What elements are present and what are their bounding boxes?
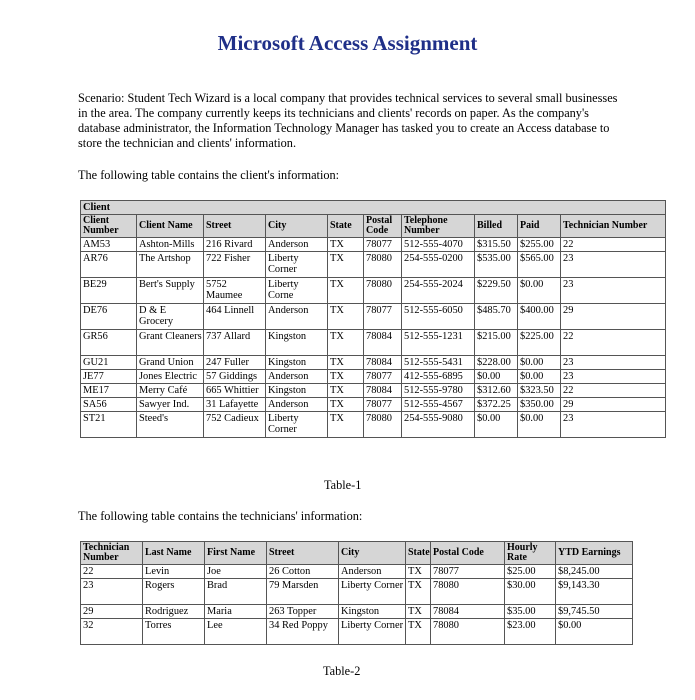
table-cell: Liberty Corner bbox=[339, 579, 406, 605]
table-cell: 512-555-4070 bbox=[402, 238, 475, 252]
table-cell: Levin bbox=[143, 565, 205, 579]
table-cell: GU21 bbox=[81, 356, 137, 370]
table-cell: TX bbox=[328, 370, 364, 384]
table2-caption: Table-2 bbox=[323, 664, 361, 678]
column-header: Postal Code bbox=[431, 542, 505, 565]
table-cell: 512-555-9780 bbox=[402, 384, 475, 398]
table-cell: Sawyer Ind. bbox=[137, 398, 204, 412]
table1-caption: Table-1 bbox=[324, 478, 362, 492]
table-cell: 5752 Maumee bbox=[204, 278, 266, 304]
table-cell: 247 Fuller bbox=[204, 356, 266, 370]
table-row bbox=[81, 384, 666, 398]
table-row bbox=[81, 619, 633, 645]
table-cell: AM53 bbox=[81, 238, 137, 252]
column-header: Billed bbox=[475, 215, 518, 238]
column-header: Postal Code bbox=[364, 215, 402, 238]
table-cell: 216 Rivard bbox=[204, 238, 266, 252]
table-cell: 29 bbox=[81, 605, 143, 619]
table-cell: 78084 bbox=[431, 605, 505, 619]
table-cell: $215.00 bbox=[475, 330, 518, 356]
table-cell: Kingston bbox=[339, 605, 406, 619]
page-title: Microsoft Access Assignment bbox=[217, 31, 478, 55]
table-cell: BE29 bbox=[81, 278, 137, 304]
table-cell: $25.00 bbox=[505, 565, 556, 579]
table-cell: Liberty Corner bbox=[266, 412, 328, 438]
table-cell: Anderson bbox=[266, 304, 328, 330]
table-cell: 78084 bbox=[364, 356, 402, 370]
table-cell: Anderson bbox=[266, 398, 328, 412]
table-cell: 78084 bbox=[364, 384, 402, 398]
table-cell: 78080 bbox=[364, 412, 402, 438]
column-header: Technician Number bbox=[561, 215, 666, 238]
table-cell: TX bbox=[406, 605, 431, 619]
table-cell: 752 Cadieux bbox=[204, 412, 266, 438]
table-cell: 78077 bbox=[364, 370, 402, 384]
table-cell: Torres bbox=[143, 619, 205, 645]
table-row bbox=[81, 398, 666, 412]
table-cell: 23 bbox=[561, 356, 666, 370]
table-cell: 22 bbox=[561, 384, 666, 398]
table-cell: $35.00 bbox=[505, 605, 556, 619]
table-cell: 78077 bbox=[364, 398, 402, 412]
table-cell: 79 Marsden bbox=[267, 579, 339, 605]
table-cell: 57 Giddings bbox=[204, 370, 266, 384]
table-cell: Ashton-Mills bbox=[137, 238, 204, 252]
column-header: State bbox=[328, 215, 364, 238]
table-cell: DE76 bbox=[81, 304, 137, 330]
table-cell: $23.00 bbox=[505, 619, 556, 645]
table-row bbox=[81, 356, 666, 370]
table-cell: 78084 bbox=[364, 330, 402, 356]
table-cell: 263 Topper bbox=[267, 605, 339, 619]
table-cell: $350.00 bbox=[518, 398, 561, 412]
table-cell: 737 Allard bbox=[204, 330, 266, 356]
table-cell: $30.00 bbox=[505, 579, 556, 605]
table-row bbox=[81, 412, 666, 438]
table-cell: 78077 bbox=[364, 238, 402, 252]
table-cell: Grand Union bbox=[137, 356, 204, 370]
table-cell: 78080 bbox=[431, 579, 505, 605]
table-cell: $0.00 bbox=[518, 412, 561, 438]
table-cell: 23 bbox=[81, 579, 143, 605]
table-cell: SA56 bbox=[81, 398, 137, 412]
table-cell: Liberty Corner bbox=[266, 252, 328, 278]
technicians-intro: The following table contains the technicians' information: bbox=[78, 509, 363, 523]
table-cell: 22 bbox=[561, 238, 666, 252]
column-header: Client Number bbox=[81, 215, 137, 238]
table-cell: $9,745.50 bbox=[556, 605, 633, 619]
column-header: City bbox=[266, 215, 328, 238]
table-cell: Kingston bbox=[266, 330, 328, 356]
table-cell: 254-555-2024 bbox=[402, 278, 475, 304]
table-cell: Lee bbox=[205, 619, 267, 645]
table-cell: 78080 bbox=[364, 278, 402, 304]
table-cell: Merry Café bbox=[137, 384, 204, 398]
table-cell: TX bbox=[406, 579, 431, 605]
table-cell: 78080 bbox=[431, 619, 505, 645]
column-header: Technician Number bbox=[81, 542, 143, 565]
table-cell: 464 Linnell bbox=[204, 304, 266, 330]
column-header: Street bbox=[204, 215, 266, 238]
table-cell: $8,245.00 bbox=[556, 565, 633, 579]
table-cell: 512-555-6050 bbox=[402, 304, 475, 330]
table-cell: 512-555-1231 bbox=[402, 330, 475, 356]
table-cell: $0.00 bbox=[518, 356, 561, 370]
column-header: Telephone Number bbox=[402, 215, 475, 238]
table-row bbox=[81, 605, 633, 619]
table-cell: TX bbox=[328, 278, 364, 304]
table-cell: 254-555-9080 bbox=[402, 412, 475, 438]
table-cell: 29 bbox=[561, 304, 666, 330]
table-cell: 22 bbox=[561, 330, 666, 356]
column-header: Last Name bbox=[143, 542, 205, 565]
table-cell: Kingston bbox=[266, 384, 328, 398]
table-cell: 23 bbox=[561, 278, 666, 304]
table-cell: Steed's bbox=[137, 412, 204, 438]
table-cell: 722 Fisher bbox=[204, 252, 266, 278]
table-cell: $372.25 bbox=[475, 398, 518, 412]
table-cell: 78080 bbox=[364, 252, 402, 278]
table-cell: Grant Cleaners bbox=[137, 330, 204, 356]
table-cell: ST21 bbox=[81, 412, 137, 438]
table-cell: 512-555-5431 bbox=[402, 356, 475, 370]
table-cell: $0.00 bbox=[556, 619, 633, 645]
table-cell: 23 bbox=[561, 252, 666, 278]
table-cell: 31 Lafayette bbox=[204, 398, 266, 412]
table-cell: JE77 bbox=[81, 370, 137, 384]
table-cell: TX bbox=[328, 412, 364, 438]
table-row bbox=[81, 370, 666, 384]
table-cell: Anderson bbox=[266, 370, 328, 384]
table-cell: 78077 bbox=[364, 304, 402, 330]
table-cell: AR76 bbox=[81, 252, 137, 278]
table-cell: TX bbox=[328, 252, 364, 278]
table-cell: D & E Grocery bbox=[137, 304, 204, 330]
table-cell: TX bbox=[328, 356, 364, 370]
table-cell: 23 bbox=[561, 412, 666, 438]
table-cell: Liberty Corne bbox=[266, 278, 328, 304]
table-cell: 23 bbox=[561, 370, 666, 384]
table-cell: $0.00 bbox=[518, 278, 561, 304]
table-cell: Anderson bbox=[266, 238, 328, 252]
technician-table bbox=[80, 541, 633, 645]
table-cell: Kingston bbox=[266, 356, 328, 370]
table-cell: $225.00 bbox=[518, 330, 561, 356]
table-cell: $400.00 bbox=[518, 304, 561, 330]
table-row bbox=[81, 565, 633, 579]
table-cell: Brad bbox=[205, 579, 267, 605]
table-cell: $315.50 bbox=[475, 238, 518, 252]
table-cell: Joe bbox=[205, 565, 267, 579]
table-cell: 512-555-4567 bbox=[402, 398, 475, 412]
table-cell: Jones Electric bbox=[137, 370, 204, 384]
table-cell: 22 bbox=[81, 565, 143, 579]
client-table bbox=[80, 200, 666, 438]
table-cell: 254-555-0200 bbox=[402, 252, 475, 278]
column-header: State bbox=[406, 542, 431, 565]
table-row bbox=[81, 304, 666, 330]
clients-intro: The following table contains the client's information: bbox=[78, 168, 340, 182]
table-cell: 32 bbox=[81, 619, 143, 645]
table-cell: $323.50 bbox=[518, 384, 561, 398]
table-cell: Maria bbox=[205, 605, 267, 619]
table-cell: Rogers bbox=[143, 579, 205, 605]
table-cell: 412-555-6895 bbox=[402, 370, 475, 384]
table-cell: 78077 bbox=[431, 565, 505, 579]
table-cell: $0.00 bbox=[475, 412, 518, 438]
table-cell: $485.70 bbox=[475, 304, 518, 330]
column-header: City bbox=[339, 542, 406, 565]
table-row bbox=[81, 278, 666, 304]
table-cell: $228.00 bbox=[475, 356, 518, 370]
table-cell: Anderson bbox=[339, 565, 406, 579]
table-cell: $0.00 bbox=[475, 370, 518, 384]
column-header: First Name bbox=[205, 542, 267, 565]
client-table-title: Client bbox=[81, 201, 666, 215]
table-cell: ME17 bbox=[81, 384, 137, 398]
table-cell: $312.60 bbox=[475, 384, 518, 398]
table-cell: TX bbox=[328, 384, 364, 398]
table-cell: The Artshop bbox=[137, 252, 204, 278]
table-cell: $255.00 bbox=[518, 238, 561, 252]
table-cell: TX bbox=[406, 619, 431, 645]
table-cell: 665 Whittier bbox=[204, 384, 266, 398]
column-header: Paid bbox=[518, 215, 561, 238]
table-cell: 26 Cotton bbox=[267, 565, 339, 579]
column-header: Client Name bbox=[137, 215, 204, 238]
table-cell: TX bbox=[406, 565, 431, 579]
table-cell: $565.00 bbox=[518, 252, 561, 278]
table-cell: $9,143.30 bbox=[556, 579, 633, 605]
table-cell: Liberty Corner bbox=[339, 619, 406, 645]
table-row bbox=[81, 252, 666, 278]
table-cell: 34 Red Poppy bbox=[267, 619, 339, 645]
scenario-paragraph: Scenario: Student Tech Wizard is a local company that provides technical services to several small businesses in the area. The company currently keeps its technicians and clients' records on paper. As the company's database administrator, the Information Technology Manager has tasked you to create an Access database to store the technician and clients' information. bbox=[78, 91, 618, 150]
table-cell: $0.00 bbox=[518, 370, 561, 384]
table-cell: Bert's Supply bbox=[137, 278, 204, 304]
column-header: Hourly Rate bbox=[505, 542, 556, 565]
table-row bbox=[81, 579, 633, 605]
table-row bbox=[81, 330, 666, 356]
table-cell: Rodriguez bbox=[143, 605, 205, 619]
table-cell: GR56 bbox=[81, 330, 137, 356]
column-header: YTD Earnings bbox=[556, 542, 633, 565]
table-cell: TX bbox=[328, 398, 364, 412]
table-cell: $535.00 bbox=[475, 252, 518, 278]
table-cell: 29 bbox=[561, 398, 666, 412]
table-cell: $229.50 bbox=[475, 278, 518, 304]
table-cell: TX bbox=[328, 330, 364, 356]
table-cell: TX bbox=[328, 238, 364, 252]
table-cell: TX bbox=[328, 304, 364, 330]
column-header: Street bbox=[267, 542, 339, 565]
table-row bbox=[81, 238, 666, 252]
